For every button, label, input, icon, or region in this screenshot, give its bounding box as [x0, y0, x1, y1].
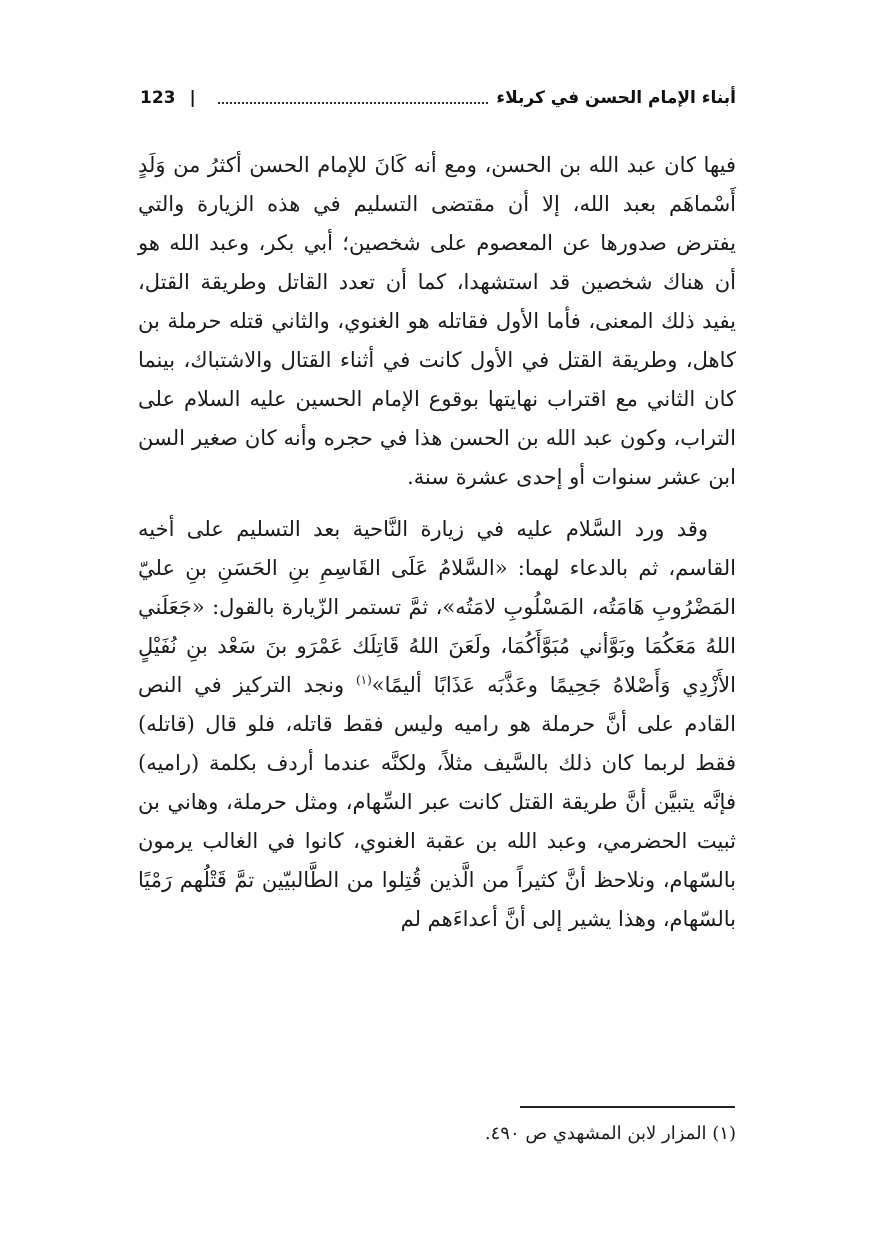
footnote-reference: (١): [355, 673, 372, 687]
book-title: أبناء الإمام الحسن في كربلاء: [496, 88, 736, 108]
paragraph-2-part-a: وقد ورد السَّلام عليه في زيارة النَّاحية بعد التسليم على أخيه القاسم، ثم بالدعاء لهما: «السَّلامُ عَلَى القَاسِمِ بنِ الحَسَنِ بنِ عليّ المَضْرُوبِ هَامَتُه، المَسْلُوبِ لامَتُه»، ثمَّ تستمر الزّيارة بالقول: «جَعَلَني اللهُ مَعَكُمَا وبَوَّأني مُبَوَّأَكُمَا، ولَعَنَ اللهُ قَاتِلَك عَمْرَو بنَ سَعْد بنِ نُفَيْلٍ الأَزْدِي وَأَصْلاهُ جَحِيمًا وعَذَّبَه عَذَابًا أليمًا»: [138, 517, 736, 697]
leader-dots: [218, 102, 489, 104]
paragraph-1: فيها كان عبد الله بن الحسن، ومع أنه كَانَ للإمام الحسن أكثرُ من وَلَدٍ أَسْماهَم بعبد الله، إلا أن مقتضى التسليم في هذه الزيارة والتي يفترض صدورها عن المعصوم على شخصين؛ أبي بكر، وعبد الله هو أن هناك شخصين قد استشهدا، كما أن تعدد القاتل وطريقة القتل، يفيد ذلك المعنى، فأما الأول فقاتله هو الغنوي، والثاني قتله حرملة بن كاهل، وطريقة القتل في الأول كانت في أثناء القتال والاشتباك، بينما كان الثاني مع اقتراب نهايتها بوقوع الإمام الحسين عليه السلام على التراب، وكون عبد الله بن الحسن هذا في حجره وأنه كان صغير السن ابن عشر سنوات أو إحدى عشرة سنة.: [138, 153, 736, 489]
footnote-divider: [520, 1106, 735, 1108]
page-number: 123: [140, 88, 176, 108]
footnote: (١) المزار لابن المشهدي ص ٤٩٠.: [484, 1123, 736, 1144]
paragraph-2: [138, 510, 736, 939]
running-header: [140, 82, 736, 114]
main-text: [138, 146, 736, 939]
paragraph-2-part-b: ونجد التركيز في النص القادم على أنَّ حرملة هو راميه وليس فقط قاتله، فلو قال (قاتله) فقط لربما كان ذلك بالسَّيف مثلاً، ولكنَّه عندما أردف بكلمة (راميه) فإنَّه يتبيَّن أنَّ طريقة القتل كانت عبر السِّهام، ومثل حرملة، وهاني بن ثبيت الحضرمي، وعبد الله بن عقبة الغنوي، كانوا في الغالب يرمون بالسّهام، ونلاحظ أنَّ كثيراً من الَّذين قُتِلوا من الطَّالبيّين تمَّ قَتْلُهم رَمْيًا بالسّهام، وهذا يشير إلى أنَّ أعداءَهم لم: [138, 673, 736, 931]
header-separator: |: [189, 88, 196, 108]
